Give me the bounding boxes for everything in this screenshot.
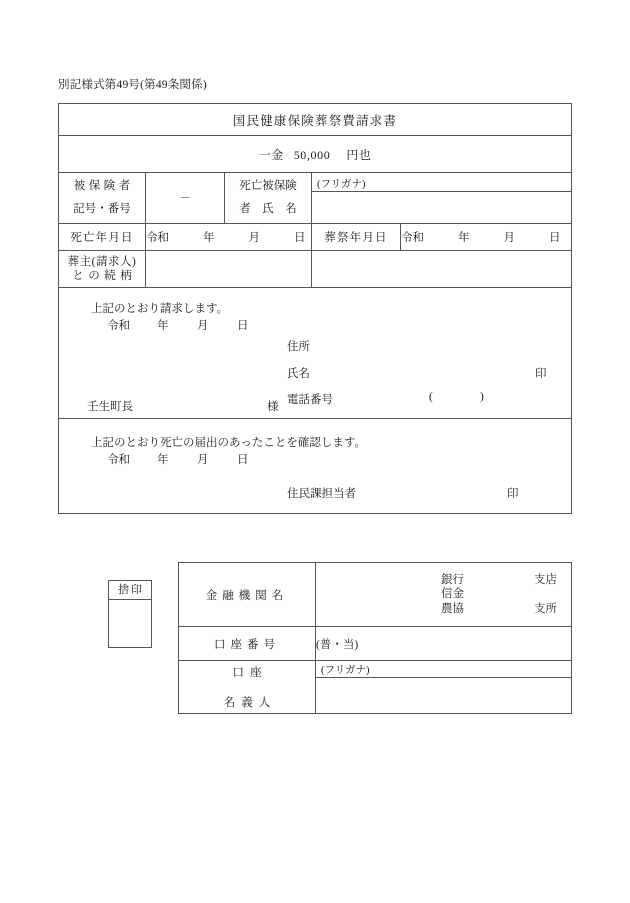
death-date-year: 年 xyxy=(203,232,215,244)
confirmation-seal-label: 印 xyxy=(507,488,519,500)
account-holder-furigana-label: (フリガナ) xyxy=(316,661,571,678)
funeral-date-field[interactable] xyxy=(401,224,572,251)
claim-date-month[interactable]: 月 xyxy=(197,320,209,332)
bank-account-table xyxy=(178,562,572,714)
funeral-date-era: 令和 xyxy=(401,232,424,244)
insured-label-line1: 被保険者 xyxy=(73,179,134,192)
institution-type-shinkin: 信金 xyxy=(441,588,464,601)
form-title: 国民健康保険葬祭費請求書 xyxy=(232,113,398,128)
amount-suffix: 円也 xyxy=(346,147,372,162)
confirmation-date-era: 令和 xyxy=(107,454,130,466)
institution-type-row-shinkin xyxy=(316,587,557,602)
confirmation-date-day[interactable]: 日 xyxy=(237,454,249,466)
account-holder-name-field[interactable] xyxy=(316,678,571,714)
confirmation-date-month[interactable]: 月 xyxy=(197,454,209,466)
confirmation-statement: 上記のとおり死亡の届出のあったことを確認します。 xyxy=(91,437,366,449)
claim-declaration-cell xyxy=(59,288,572,419)
death-date-month: 月 xyxy=(248,232,260,244)
amount-line xyxy=(259,146,372,163)
death-date-era: 令和 xyxy=(146,232,169,244)
deceased-name-field[interactable] xyxy=(312,191,571,221)
deceased-label-line1: 死亡被保険 xyxy=(239,179,297,192)
claim-declaration-row xyxy=(59,288,572,419)
institution-type-row-nokyo xyxy=(316,602,557,617)
discard-stamp-box[interactable] xyxy=(108,580,152,648)
relation-label-line2: との続柄 xyxy=(72,270,137,282)
institution-type-row-bank xyxy=(316,572,557,587)
account-holder-label-line1: 口座 xyxy=(232,667,268,679)
funeral-date-label: 葬祭年月日 xyxy=(312,224,401,251)
account-holder-subtable xyxy=(316,661,571,713)
insured-number-field[interactable]: － xyxy=(146,173,225,224)
claim-phone-paren-open: ( xyxy=(429,391,433,403)
deceased-name-cell xyxy=(312,173,572,224)
relation-extra-field[interactable] xyxy=(312,251,572,288)
amount-value: 50,000 xyxy=(293,147,331,162)
relation-label-line1: 葬主(請求人) xyxy=(67,255,137,268)
deceased-furigana-label: (フリガナ) xyxy=(312,176,571,192)
claim-addressee-honorific: 様 xyxy=(267,401,279,413)
funeral-date-year: 年 xyxy=(458,232,470,244)
confirmation-date-year[interactable]: 年 xyxy=(157,454,169,466)
insured-label-line2: 記号・番号 xyxy=(73,203,131,215)
financial-institution-row xyxy=(179,563,572,627)
deceased-label-cell xyxy=(225,173,312,224)
claim-name-label: 氏名 xyxy=(287,368,310,380)
insured-deceased-row xyxy=(59,173,572,224)
deceased-name-subtable xyxy=(312,176,571,221)
claim-address-label: 住所 xyxy=(287,341,310,353)
claim-phone-label: 電話番号 xyxy=(287,394,333,406)
form-title-cell xyxy=(59,104,572,136)
funeral-date-day: 日 xyxy=(549,232,561,244)
institution-type-stack xyxy=(316,572,571,616)
claim-date-era: 令和 xyxy=(107,320,130,332)
claim-date-year[interactable]: 年 xyxy=(157,320,169,332)
relation-row xyxy=(59,251,572,288)
claim-addressee: 壬生町長 xyxy=(87,401,133,413)
death-date-field[interactable] xyxy=(146,224,312,251)
claim-phone-paren-close: ) xyxy=(480,391,484,403)
title-row xyxy=(59,104,572,136)
account-number-label: 口座番号 xyxy=(179,627,316,661)
account-holder-row xyxy=(179,661,572,714)
confirmation-officer-label: 住民課担当者 xyxy=(287,488,356,500)
branch-label-shiten: 支店 xyxy=(534,573,557,586)
discard-stamp-label: 捨印 xyxy=(109,581,151,600)
account-number-field[interactable]: (普・当) xyxy=(316,627,572,661)
insured-label-cell xyxy=(59,173,146,224)
funeral-date-month: 月 xyxy=(503,232,515,244)
institution-type-nokyo: 農協 xyxy=(441,602,464,615)
dates-row xyxy=(59,224,572,251)
confirmation-row xyxy=(59,419,572,514)
death-date-day: 日 xyxy=(294,232,306,244)
account-holder-cell xyxy=(316,661,572,714)
relation-label-cell xyxy=(59,251,146,288)
branch-label-shisho: 支所 xyxy=(534,602,557,615)
financial-institution-label: 金融機関名 xyxy=(179,563,316,627)
amount-cell xyxy=(59,136,572,173)
amount-prefix: 一金 xyxy=(258,147,284,162)
relation-value-field[interactable] xyxy=(146,251,312,288)
confirmation-cell xyxy=(59,419,572,514)
claim-form-table xyxy=(58,103,572,514)
institution-type-bank: 銀行 xyxy=(441,573,464,586)
death-date-label: 死亡年月日 xyxy=(59,224,146,251)
deceased-label-line2: 者 氏 名 xyxy=(239,203,297,215)
account-holder-label-line2: 名義人 xyxy=(223,697,277,709)
account-number-row xyxy=(179,627,572,661)
amount-row xyxy=(59,136,572,173)
claim-statement: 上記のとおり請求します。 xyxy=(91,303,229,315)
form-number: 別記様式第49号(第49条関係) xyxy=(58,79,207,91)
account-holder-label xyxy=(179,661,316,714)
claim-date-day[interactable]: 日 xyxy=(237,320,249,332)
financial-institution-field[interactable] xyxy=(316,563,572,627)
claim-name-seal-label: 印 xyxy=(535,368,547,380)
